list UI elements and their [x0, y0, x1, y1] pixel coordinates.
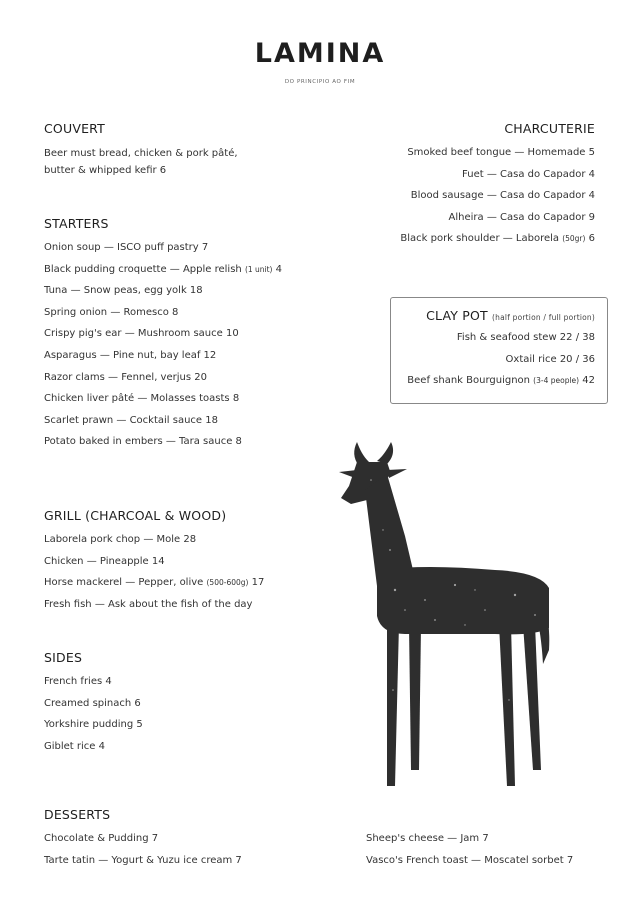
menu-item: Chicken liver pâté — Molasses toasts 8 — [44, 393, 240, 405]
menu-item: Creamed spinach 6 — [44, 697, 141, 709]
menu-item: Blood sausage — Casa do Capador 4 — [410, 190, 595, 202]
menu-item: Tarte tatin — Yogurt & Yuzu ice cream 7 — [44, 854, 242, 866]
desserts-right-column — [366, 831, 573, 874]
menu-item: Laborela pork chop — Mole 28 — [44, 534, 197, 545]
clay-pot-box — [390, 297, 608, 404]
menu-item: Chicken — Pineapple 14 — [44, 555, 165, 567]
menu-item: Oxtail rice 20 / 36 — [505, 353, 595, 365]
menu-item: Chocolate & Pudding 7 — [44, 833, 159, 844]
couvert-line-1: Beer must bread, chicken & pork pâté, — [44, 148, 238, 159]
menu-item: Crispy pig's ear — Mushroom sauce 10 — [44, 328, 239, 340]
sides-title: SIDES — [44, 650, 83, 665]
menu-item: Smoked beef tongue — Homemade 5 — [407, 147, 595, 158]
menu-item: Sheep's cheese — Jam 7 — [366, 833, 489, 844]
portion-note: (500-600g) — [206, 578, 249, 588]
grill-section — [44, 507, 264, 618]
restaurant-tagline: DO PRINCIPIO AO FIM — [284, 79, 356, 85]
menu-item: Spring onion — Romesco 8 — [44, 306, 179, 318]
couvert-title: COUVERT — [44, 121, 105, 136]
menu-item: Black pork shoulder — Laborela (50gr) 6 — [400, 233, 595, 245]
clay-pot-title: CLAY POT (half portion / full portion) — [426, 308, 595, 323]
desserts-title: DESSERTS — [44, 807, 111, 822]
portion-note: (3-4 people) — [533, 376, 580, 385]
menu-item: Asparagus — Pine nut, bay leaf 12 — [44, 349, 217, 361]
portion-note: (50gr) — [562, 234, 586, 244]
portion-note: (1 unit) — [244, 264, 273, 274]
menu-item: Giblet rice 4 — [44, 740, 105, 752]
couvert-description — [44, 145, 264, 179]
menu-item: Alheira — Casa do Capador 9 — [448, 211, 595, 223]
couvert-line-2: butter & whipped kefir 6 — [44, 165, 167, 176]
menu-item: Black pudding croquette — Apple relish (1 unit) 4 — [44, 263, 283, 275]
portion-note: (half portion / full portion) — [492, 313, 595, 322]
menu-item: Vasco's French toast — Moscatel sorbet 7 — [366, 854, 574, 866]
menu-item: Onion soup — ISCO puff pastry 7 — [44, 242, 209, 253]
desserts-section — [44, 806, 242, 874]
menu-item: Horse mackerel — Pepper, olive (500-600g) 17 — [44, 577, 265, 589]
menu-item: Fresh fish — Ask about the fish of the day — [44, 598, 253, 610]
menu-item: Fuet — Casa do Capador 4 — [462, 168, 595, 180]
charcuterie-title: CHARCUTERIE — [504, 121, 595, 136]
menu-item: Yorkshire pudding 5 — [44, 719, 143, 731]
goat-silhouette-icon — [335, 440, 555, 790]
starters-title: STARTERS — [44, 216, 109, 231]
menu-item: Razor clams — Fennel, verjus 20 — [44, 371, 207, 383]
menu-item: Tuna — Snow peas, egg yolk 18 — [44, 285, 203, 297]
menu-item: French fries 4 — [44, 676, 112, 687]
menu-item: Beef shank Bourguignon (3-4 people) 42 — [407, 375, 595, 386]
restaurant-logo: LAMINA — [254, 38, 386, 69]
sides-section — [44, 649, 143, 760]
menu-item: Fish & seafood stew 22 / 38 — [456, 332, 595, 343]
starters-section — [44, 215, 282, 456]
couvert-section — [44, 120, 264, 179]
menu-item: Potato baked in embers — Tara sauce 8 — [44, 436, 242, 448]
grill-title: GRILL (CHARCOAL & WOOD) — [44, 508, 227, 523]
charcuterie-section — [400, 120, 595, 253]
menu-item: Scarlet prawn — Cocktail sauce 18 — [44, 414, 218, 426]
